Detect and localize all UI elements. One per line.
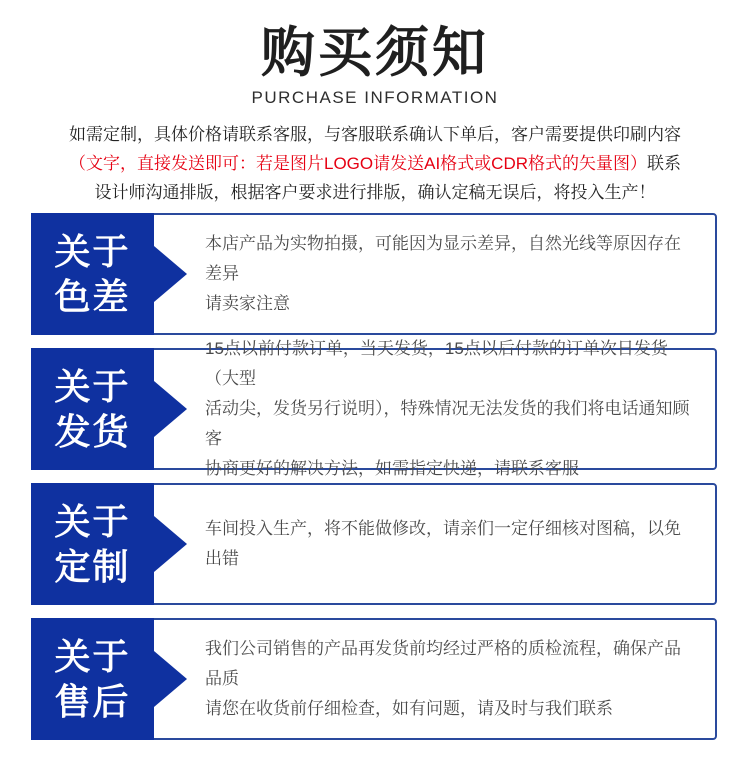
notice-text-line: 协商更好的解决方法，如需指定快递，请联系客服 [205,459,579,478]
notice-text-line: 请您在收货前仔细检查，如有问题，请及时与我们联系 [205,699,613,718]
section-shipping-label [31,348,154,470]
intro-line-1 [0,120,750,149]
intro-paragraph [0,120,750,207]
arrow-right-icon [154,651,187,707]
section-customization-label [31,483,154,605]
arrow-right-icon [154,516,187,572]
label-text: 关于 [54,366,131,407]
section-customization [33,483,717,605]
arrow-right-icon [154,246,187,302]
label-text: 发货 [54,411,131,452]
intro-line-3-text: 设计师沟通排版，根据客户要求进行排版，确认定稿无误后，将投入生产！ [94,183,656,202]
label-text: 色差 [54,276,131,317]
notice-text-line: 本店产品为实物拍摄，可能因为显示差异，自然光线等原因存在差异 [205,234,681,283]
label-text: 关于 [54,501,131,542]
section-shipping [33,339,717,478]
section-after-sales [33,618,717,740]
label-text: 定制 [54,546,131,587]
intro-line-3 [0,178,750,207]
arrow-right-icon [154,381,187,437]
intro-line-2-highlight: （文字，直接发送即可：若是图片LOGO请发送AI格式或CDR格式的矢量图） [68,154,647,173]
notice-text-line: 活动尖，发货另行说明），特殊情况无法发货的我们将电话通知顾客 [205,399,690,448]
notice-text-line: 我们公司销售的产品再发货前均经过严格的质检流程，确保产品品质 [205,639,681,688]
section-color-difference-label [31,213,154,335]
notice-text-line: 15点以前付款订单，当天发货，15点以后付款的订单次日发货（大型 [205,339,668,388]
notice-text-line: 请卖家注意 [205,294,290,313]
label-text: 关于 [54,231,131,272]
section-color-difference [33,213,717,335]
notice-sections [0,213,750,753]
page-header [0,0,750,108]
section-after-sales-label [31,618,154,740]
page-subtitle: PURCHASE INFORMATION [251,88,499,107]
intro-line-2-text: 联系 [647,154,681,173]
label-text: 关于 [54,636,131,677]
intro-line-1-text: 如需定制，具体价格请联系客服，与客服联系确认下单后，客户需要提供印刷内容 [69,125,681,144]
notice-text-line: 车间投入生产，将不能做修改，请亲们一定仔细核对图稿，以免出错 [205,519,681,568]
page-title: 购买须知 [261,23,489,83]
label-text: 售后 [54,681,131,722]
intro-line-2 [0,149,750,178]
